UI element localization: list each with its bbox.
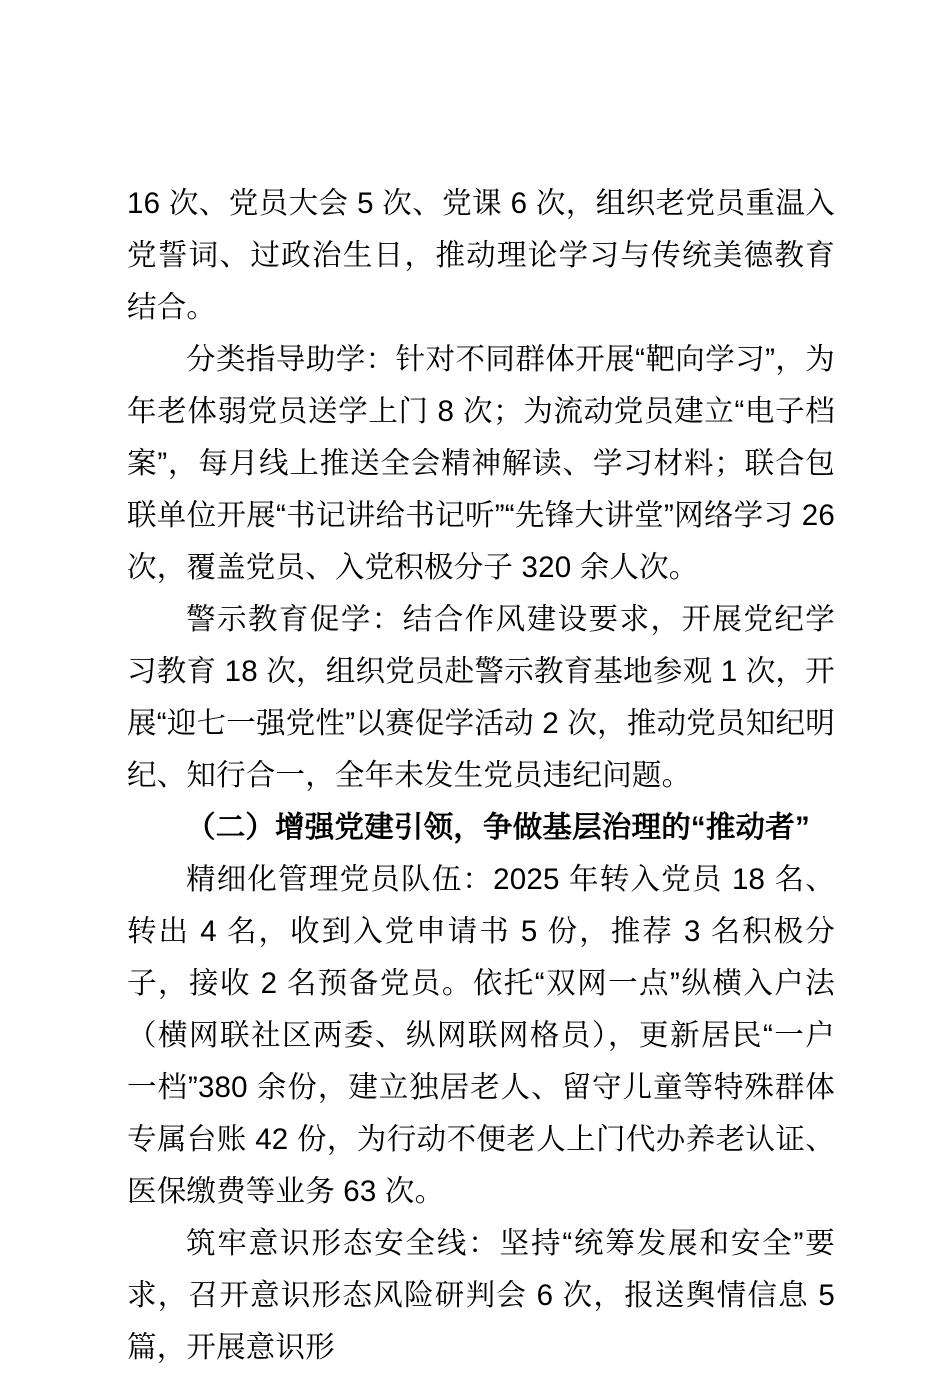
section-heading-two: （二）增强党建引领，争做基层治理的“推动者” <box>186 811 810 844</box>
paragraph-refined-party-member-management: 精细化管理党员队伍：2025 年转入党员 18 名、转出 4 名，收到入党申请书 5 份，推荐 3 名积极分子，接收 2 名预备党员。依托“双网一点”纵横入户法（横网联社区两委、纵网联网格员），更新居民“一户一档”380 余份，建立独居老人、留守儿童等特殊群体专属台账 42 份，为行动不便老人上门代办养老认证、医保缴费等业务 63 次。 <box>127 863 835 1208</box>
paragraph-warning-education-study: 警示教育促学：结合作风建设要求，开展党纪学习教育 18 次，组织党员赴警示教育基地参观 1 次，开展“迎七一强党性”以赛促学活动 2 次，推动党员知纪明纪、知行合一，全年未发生党员违纪问题。 <box>127 603 835 792</box>
paragraph-continuation: 16 次、党员大会 5 次、党课 6 次，组织老党员重温入党誓词、过政治生日，推动理论学习与传统美德教育结合。 <box>127 187 835 324</box>
paragraph-classified-guidance-study: 分类指导助学：针对不同群体开展“靶向学习”，为年老体弱党员送学上门 8 次；为流动党员建立“电子档案”，每月线上推送全会精神解读、学习材料；联合包联单位开展“书记讲给书记听”“先锋大讲堂”网络学习 26 次，覆盖党员、入党积极分子 320 余人次。 <box>127 343 835 584</box>
document-body <box>127 178 835 1374</box>
paragraph-ideology-security-line: 筑牢意识形态安全线：坚持“统筹发展和安全”要求，召开意识形态风险研判会 6 次，报送舆情信息 5 篇，开展意识形 <box>127 1227 835 1364</box>
